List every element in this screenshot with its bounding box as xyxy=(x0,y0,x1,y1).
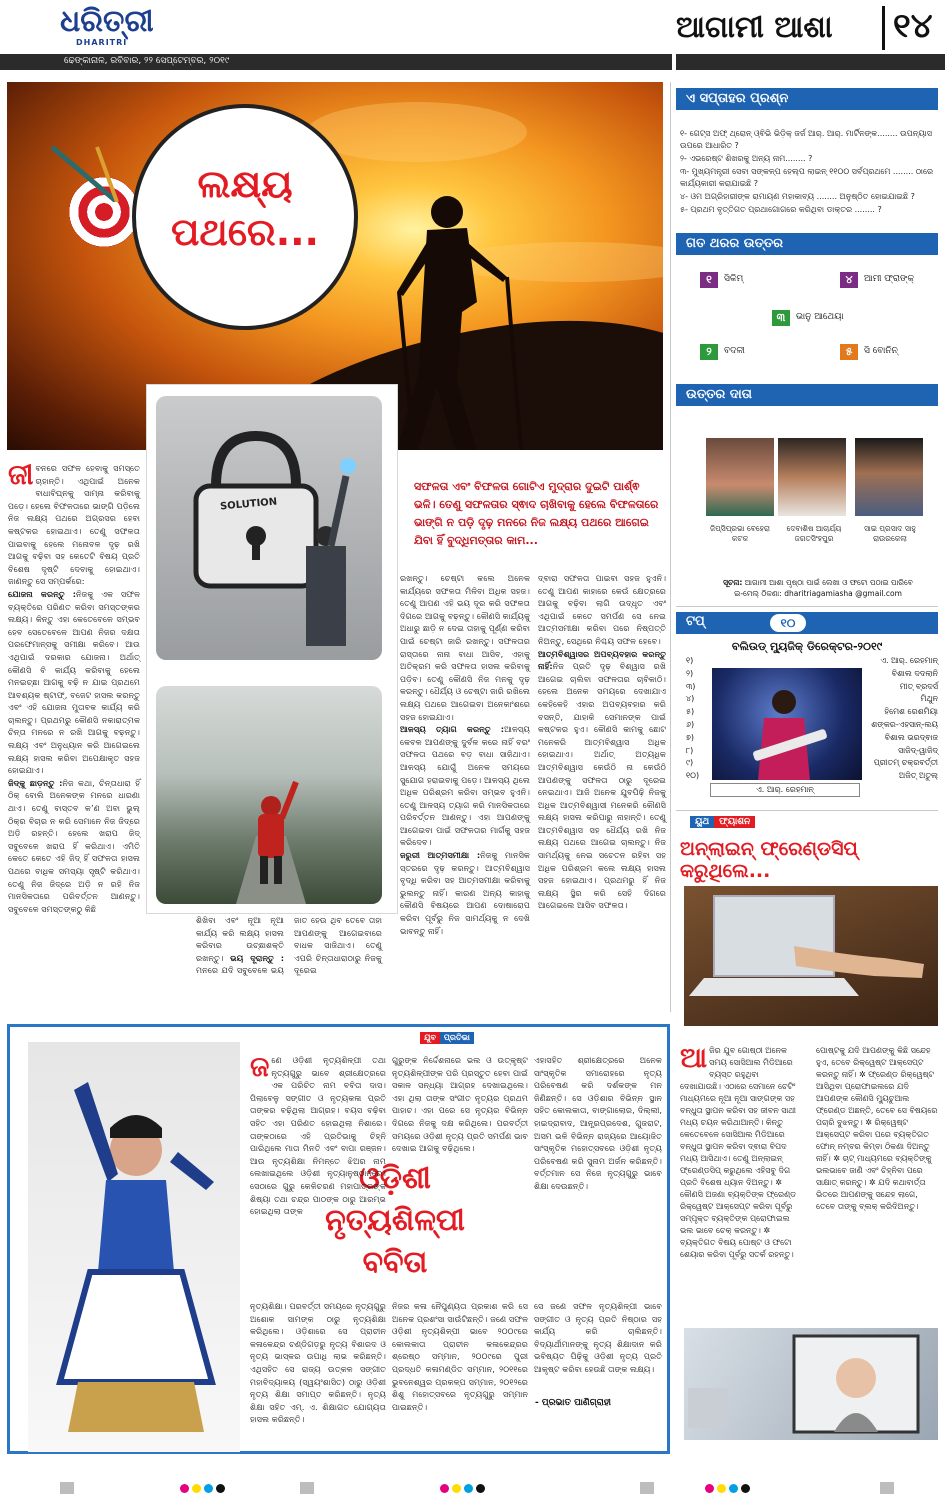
laptop-handshake-photo xyxy=(684,886,938,1026)
list-item: ୫) ହିମେଶ ରେଶମିୟା xyxy=(686,707,938,717)
article-dropcap: ଜୀ xyxy=(8,458,34,491)
fog-walker-photo xyxy=(156,686,382,904)
fashion-col-1 xyxy=(680,1041,802,1261)
feature-badge-youth: ଯୁବ xyxy=(420,1032,440,1044)
registration-mark xyxy=(640,1482,654,1494)
video-call-screen xyxy=(684,1328,938,1440)
fashion-dropcap: ଆ xyxy=(680,1041,708,1074)
feature-title-line3: ବବିତା xyxy=(362,1245,428,1280)
page-number: ୧୪ xyxy=(882,6,942,50)
article-lead-text: ବନରେ ସଫଳ ହେବାକୁ ସମସ୍ତେ ଚାହାନ୍ତି। ଏଥିପାଇଁ ଅନେକ ବାଧାବିଘ୍ନକୁ ସାମ୍ନା କରିବାକୁ ପଡ଼େ। ହେଲେ ବିଫଳତାରେ ଭାଙ୍ଗି ପଡ଼ିଲେ ନିଜ ଲକ୍ଷ୍ୟ ପଥରେ ଅଗ୍ରସର ହେବା କଷ୍ଟକର ହୋଇଥାଏ। ତେଣୁ ସଫଳତା ପାଇବାକୁ ହେଲେ ମନୋବଳ ଦୃଢ଼ ରଖି ଆଗକୁ ବଢ଼ିବା ସହ କେତେଟି ବିଷୟ ପ୍ରତି ବିଶେଷ ଦୃଷ୍ଟି ଦେବାକୁ ହୋଇଥାଏ। ଜାଣନ୍ତୁ ସେ ସମ୍ପର୍କରେ: xyxy=(8,463,140,587)
answer-number: ୪ xyxy=(840,272,858,288)
registration-mark xyxy=(880,1482,894,1494)
contributor-photo xyxy=(855,438,923,516)
sub-text: ମନରେ ଯଦି ସବୁବେଳେ ଭୟ ଜାତ ହେଉ ଥିବ ତେବେ ତାହା ଆପଣଙ୍କୁ ଆଗେଇବାରେ ବାଧକ ସାଜିଥାଏ। ତେଣୁ ଏପରି ଚିନ୍ତାଧାରାଠାରୁ ନିଜକୁ ଦୂରେଇ xyxy=(196,915,382,976)
quiz-question: ୫- ପ୍ରଥମ ବୃତ୍ତିଗତ ପ୍ରଥାଗୋଗରେ କରିଥିବା ଡାକ୍ତର ........ ? xyxy=(680,205,882,214)
answer-number: ୩ xyxy=(772,310,790,326)
fashion-col-2: ପୋଷ୍ଟକୁ ଯଦି ଆପଣଙ୍କୁ କିଛି ସନ୍ଦେହ ହୁଏ, ତେବେ ରିକ୍ୱେଷ୍ଟ ଆକ୍ସେପ୍ଟ କରନ୍ତୁ ନାହିଁ। ✲ ଫ୍ରେଣ୍ଡ ରିକ୍ୱେଷ୍ଟ ଆସିଥିବା ପ୍ରୋଫାଇଲରେ ଯଦି ଆପଣଙ୍କ କୌଣସି ମ୍ୟୁଚୁଆଲ ଫ୍ରେଣ୍ଡ ଅଛନ୍ତି, ତେବେ ସେ ବିଷୟରେ ପଚାରି ବୁଝନ୍ତୁ। ✲ ରିକ୍ୱେଷ୍ଟ ଆକ୍ସେପ୍ଟ କରିବା ପରେ ବ୍ୟକ୍ତିଗତ ଫୋନ୍ ନମ୍ବର କିମ୍ବା ଠିକଣା ଦିଅନ୍ତୁ ନାହିଁ। ✲ ଚାଟ୍ ମାଧ୍ୟମରେ ବ୍ୟକ୍ତିଙ୍କୁ ଭଲଭାବେ ଜାଣି ଏବଂ ଚିହ୍ନିବା ପରେ ସାକ୍ଷାତ୍ କରନ୍ତୁ। ✲ ଯଦି କଥାବାର୍ତ୍ତା ଭିତରେ ଆପଣଙ୍କୁ ସନ୍ଦେହ ଲାଗେ, ତେବେ ତାଙ୍କୁ ବ୍ଲକ୍ କରିଦିଅନ୍ତୁ। xyxy=(816,1046,938,1211)
hero-title-line1: ଲକ୍ଷ୍ୟ xyxy=(197,162,293,206)
article-lead xyxy=(8,458,140,588)
top10-header xyxy=(676,612,938,634)
note-label: ସୂଚନା: xyxy=(723,578,743,587)
section-divider xyxy=(676,810,938,811)
sub-text: ଆଳସ୍ୟ କେବଳ ଆପଣଙ୍କୁ ଦୁର୍ବଳ କରେ ନାହିଁ ବରଂ ସଫଳତା ପଥରେ ବଡ଼ ବାଧା ସାଜିଥାଏ। ଆଳସ୍ୟ ଯୋଗୁଁ ଅନେକ ସମୟରେ ସୁଯୋଗ ହରାଇବାକୁ ପଡ଼େ। ଆଳସ୍ୟ ଥିଲେ ଅଧିକ ପରିଶ୍ରମ କରିବା ସମ୍ଭବ ହୁଏନି। ତେଣୁ ଆଳସ୍ୟ ତ୍ୟାଗ କରି ମାନସିକତାରେ ପରିବର୍ତ୍ତନ ଆଣନ୍ତୁ। ଏହା ଆପଣଙ୍କୁ ଆଗେଇବା ପାଇଁ ସଫଳତାର ମାର୍ଗକୁ ସହଜ କରିଦେବ। xyxy=(400,724,530,848)
list-item: ୬) ଶଙ୍କର-ଏହସାନ୍-ଲୟ xyxy=(686,719,938,729)
article-col-4 xyxy=(538,572,666,912)
column-divider xyxy=(670,82,671,1012)
registration-mark xyxy=(476,1484,485,1493)
registration-mark xyxy=(452,1484,461,1493)
dancer-photo xyxy=(28,1042,240,1452)
list-item: ୯) ପ୍ରୀତମ୍ ଚକ୍ରବର୍ତ୍ତୀ xyxy=(686,758,938,768)
quiz-question-list xyxy=(680,128,938,217)
article-sub-stubborn xyxy=(8,777,140,916)
pullquote: ସଫଳତା ଏବଂ ବିଫଳତା ଗୋଟିଏ ମୁଦ୍ରାର ଦୁଇଟି ପାର୍ଶ୍ଵ ଭଳି। ତେଣୁ ସଫଳତାର ସ୍ଵାଦ ଚାଖିବାକୁ ହେଲେ ବିଫଳତାରେ ଭାଙ୍ଗି ନ ପଡ଼ି ଦୃଢ଼ ମନରେ ନିଜ ଲକ୍ଷ୍ୟ ପଥରେ ଆଗେଇ ଯିବା ହିଁ ବୁଦ୍ଧିମତ୍ତାର କାମ... xyxy=(414,480,659,547)
quiz-header: ଏ ସପ୍ତାହର ପ୍ରଶ୍ନ xyxy=(676,88,938,110)
feature-col-2b: ନିଜର କଳା ନୈପୁଣ୍ୟତା ପ୍ରକାଶ କରି ସେ ଅନେକ ପ୍ରଶଂସା ସାଉଁଟିଛନ୍ତି। ଜଣେ ସଫଳ ଓଡ଼ିଶୀ ନୃତ୍ୟଶିଳ୍ପୀ ଭାବେ ୨୦୦୯ରେ କୋଲକାତା ପ୍ରାଚୀନ କଳାକେନ୍ଦ୍ରର ଶ୍ରେଷ୍ଠ ସମ୍ମାନ, ୨୦୦୯ରେ ପୁରୀ ପ୍ରଦ୍ଧତି କଳାମଣ୍ଡିତ ସମ୍ମାନ, ୨୦୧୧ରେ ଭୁବନେଶ୍ୱର ପ୍ରକଳ୍ପ ସମ୍ମାନ, ୨୦୧୨ରେ ଶିଶୁ ମହୋତ୍ସବରେ ନୃତ୍ୟଗୁରୁ ସମ୍ମାନ ପାଇଛନ୍ତି। xyxy=(392,1301,528,1412)
top10-count: ୧୦ xyxy=(770,614,806,632)
registration-mark xyxy=(705,1484,714,1493)
email-label: ଇ-ମେଲ୍ ଠିକଣା: xyxy=(734,589,782,598)
feature-col-2: ଗୁରୁଙ୍କ ନିର୍ଦ୍ଦେଶନାରେ ଭଲ ଓ ଉତ୍କୃଷ୍ଟ ନୃତ୍ୟଶିଳ୍ପୀଙ୍କ ପରି ପ୍ରସ୍ତୁତ ହେବା ପାଇଁ ସକାଳ ସନ୍ଧ୍ୟା ଆଗ୍ରହ ଦେଖାଇଥିଲେ। ଏହା ଥିଲା ତାଙ୍କ ସଂଗୀତ ନୃତ୍ୟର ପ୍ରଥମ ପାହାଚ। ଏହା ପରେ ସେ ନୃତ୍ୟର ବିଭିନ୍ନ ଦିଗରେ ନିଜକୁ ଦକ୍ଷ କରିଥିଲେ। ପରବର୍ତ୍ତୀ ସମୟରେ ଓଡ଼ିଶୀ ନୃତ୍ୟ ପ୍ରତି ସମର୍ପଣ ଭାବ ଦେଖାଇ ଆଗକୁ ବଢ଼ିଥିଲେ। xyxy=(392,1055,528,1154)
list-item: ୨) ବିଶାଲ ଦଦଲାନି xyxy=(686,668,938,678)
registration-mark xyxy=(717,1484,726,1493)
answers-header: ଗତ ଥରର ଉତ୍ତର xyxy=(676,233,938,255)
answer-number: ୧ xyxy=(700,272,718,288)
article-text: ଶିଖିବା ଏବଂ ନୂଆ ନୂଆ କାର୍ଯ୍ୟ କରି ଲକ୍ଷ୍ୟ ହାସଲ କରିବାର ଉଚ୍ଛାଶକ୍ତି ରଖନ୍ତୁ। xyxy=(196,915,284,963)
contributor-photo xyxy=(706,438,774,516)
sub-head: ଜିଦ୍‌କୁ ଛାଡ଼ନ୍ତୁ : xyxy=(8,777,63,788)
sub-head: ଯୋଜନା କରନ୍ତୁ : xyxy=(8,588,77,599)
quiz-question: ୪- ଓମ ଅଗ୍ରିହାରୀଙ୍କ ରାମାୟଣ ମହାକାବ୍ୟ ........ ଅନୁଷ୍ଠିତ ହୋଇଯାଇଛି ? xyxy=(680,192,915,201)
feature-badge xyxy=(420,1032,474,1044)
quiz-question: ୩- ମୁଖ୍ୟମନ୍ତ୍ରୀ ସେବା ସଙ୍କଳ୍ପ ହେଲ୍ପ ଲାଇନ୍ ୧୧୦୦ ସର୍ବପ୍ରଥମେ ........ ଠାରେ କାର୍ଯ୍ୟକାରୀ କରାଯାଇଛି ? xyxy=(680,167,934,188)
answer-number: ୨ xyxy=(700,344,718,360)
registration-mark xyxy=(440,1484,449,1493)
article-col-2 xyxy=(196,914,382,977)
feature-col-3b: ସେ ଜଣେ ସଫଳ ନୃତ୍ୟଶିଳ୍ପୀ ଭାବେ ସଙ୍ଗୀତ ଓ ନୃତ୍ୟ ପ୍ରତି ନିଷ୍ଠାର ସହ କାର୍ଯ୍ୟ କରି ଚାଲିଛନ୍ତି। ବିଦ୍ୟାର୍ଥୀମାନଙ୍କୁ ନୃତ୍ୟ ଶିକ୍ଷାଦାନ କରି ଭବିଷ୍ୟତ ପିଢ଼ିକୁ ଓଡ଼ିଶୀ ନୃତ୍ୟ ପ୍ରତି ଆକୃଷ୍ଟ କରିବା ହେଉଛି ତାଙ୍କ ଲକ୍ଷ୍ୟ। xyxy=(534,1301,662,1374)
music-director-caption: ଏ. ଆର୍. ରେହମାନ୍ xyxy=(710,783,860,797)
answer-label: ସିକିମ୍ xyxy=(724,274,744,284)
solution-lock-photo xyxy=(156,396,382,660)
feature-col-3: ଏହାସହିତ ଶ୍ରୀକ୍ଷେତ୍ରରେ ଅନେକ ସାଂସ୍କୃତିକ ସମାରୋହରେ ନୃତ୍ୟ ପରିବେଷଣ କରି ଦର୍ଶକଙ୍କ ମନ ଜିଣିଛନ୍ତି। ସେ ଓଡ଼ିଶାର ବିଭିନ୍ନ ସ୍ଥାନ ସହିତ କୋଲକାତା, ବାଙ୍ଗାଲୋର, ଦିଲ୍ଲୀ, ହାଇଦ୍ରାବାଦ, ଆନ୍ଧ୍ରପ୍ରଦେଶ, ଗୁଜରାଟ, ଅସମ ଭଳି ବିଭିନ୍ନ ରାଜ୍ୟରେ ଆୟୋଜିତ ସାଂସ୍କୃତିକ ମହୋତ୍ସବରେ ଓଡ଼ିଶୀ ନୃତ୍ୟ ପରିବେଷଣ କରି ସୁନାମ ଅର୍ଜନ କରିଛନ୍ତି। ବର୍ତ୍ତମାନ ସେ ନିଜେ ନୃତ୍ୟଗୁରୁ ଭାବେ ଶିକ୍ଷା ଦେଉଛନ୍ତି। xyxy=(534,1055,662,1191)
sub-text: ନିଜ ପ୍ରତି ଦୃଢ଼ ବିଶ୍ୱାସ ରଖି ଆଗେଇ ଚାଲିବା ସଫଳତାର ଚାବିକାଠି। ହେଲେ ଅନେକ ସମୟରେ ଦେଖାଯାଏ କେହିକେହି ଏହାର ଅପବ୍ୟବହାର କରି ବସନ୍ତି, ଯାହାକି ସେମାନଙ୍କ ପାଇଁ କଷ୍ଟକର ହୁଏ। କୌଣସି କାମକୁ ଛୋଟ ମନେକରି ଆତ୍ମବିଶ୍ୱାସ ଅଧିକ ହୋଇଥାଏ। ଅର୍ଥାତ୍ ଅତ୍ୟଧିକ ଆତ୍ମବିଶ୍ୱାସ କେଉଁଠି ନା କେଉଁଠି ଆପଣଙ୍କୁ ସଫଳତା ଠାରୁ ଦୂରେଇ ନେଇଥାଏ। ଆଜି ଅନେକ ଯୁବପିଢ଼ି ନିଜକୁ ଅଧିକ ଆତ୍ମବିଶ୍ୱାସୀ ମନେକରି କୌଣସି ଲକ୍ଷ୍ୟ ହାସଲ କରିପାରୁ ନାହାନ୍ତି। ତେଣୁ ଆତ୍ମବିଶ୍ୱାସ ସହ ଧୈର୍ଯ୍ୟ ରଖି ନିଜ ଲକ୍ଷ୍ୟ ପଥରେ ଆଗେଇ ଚାଲନ୍ତୁ। ନିଜ ସାମର୍ଥ୍ୟକୁ ନେଇ ସଚେତନ ରହିବା ସହ ଅଧିକ ପରିଶ୍ରମ କଲେ ଲକ୍ଷ୍ୟ ହାସଲ ସହଜ ହୋଇଥାଏ। ପ୍ରଥମରୁ ହିଁ ନିଜ ଲକ୍ଷ୍ୟ ସ୍ଥିର କରି ସେହି ଦିଗରେ ଆଗେଇଲେ ଆସିବ ସଫଳତା। xyxy=(538,661,666,911)
sub-text: ନିଜକୁ ଏକ ସଫଳ ବ୍ୟକ୍ତିରେ ପରିଣତ କରିବା ସମସ୍ତଙ୍କର ଲକ୍ଷ୍ୟ। କିନ୍ତୁ ଏହା କେତେବେଳେ ସମ୍ଭବ ହେବ ସେତେବେଳେ ଆପଣ ନିଜର ଦକ୍ଷତା ପରଫେମାନ୍ସକୁ ସମୀକ୍ଷା କରିବେ। ଆଉ ଏଥିପାଇଁ ଦରକାର ଯୋଜନା। ଅର୍ଥାତ୍ କୌଣସି ବି କାର୍ଯ୍ୟ କରିବାକୁ ହେଲେ ମନଇଚ୍ଛା ଆଗକୁ ବଢ଼ି ନ ଯାଇ ପ୍ରଥମେ ଆବଶ୍ୟକ ଷ୍ଟାଫ୍, ବଜେଟ ହାସଲ କରନ୍ତୁ ଏବଂ ଏହି ଯୋଜନା ମୁତାବକ କାର୍ଯ୍ୟ କରି ଚାଲନ୍ତୁ। ପ୍ରଥମରୁ କୌଣସି ନକାରାତ୍ମକ ଚିନ୍ତା ମନରେ ନ ରଖି ଆଗକୁ ବଢ଼ନ୍ତୁ। ଲକ୍ଷ୍ୟ ଏବଂ ଅନୁଧ୍ୟାନ କରି ଆଗେଇଲେ ଲକ୍ଷ୍ୟ ହାସଲ କରିବା ଅପେକ୍ଷାକୃତ ସହଜ ହୋଇଯାଏ। xyxy=(8,588,140,776)
article-col-3 xyxy=(400,572,530,937)
email-link[interactable]: dharitriagamiasha @gmail.com xyxy=(784,589,902,598)
article-sub-planning xyxy=(8,588,140,777)
contributor-name: ସାଇ ପ୍ରସାଦ ସାହୁ xyxy=(864,524,916,533)
quiz-question: ୨- ଏଭରେଷ୍ଟ ଶିଖରକୁ ଅନ୍ୟ ନାମ........ ? xyxy=(680,154,813,163)
contributor-name: ଦେବାଶିଷ ଆଚାର୍ଯ୍ୟ xyxy=(786,524,842,533)
section-divider xyxy=(676,606,938,607)
sub-text: ନିଜକୁ ମାନସିକ ସ୍ତରରେ ଦୃଢ଼ କରନ୍ତୁ। ଆତ୍ମବିଶ୍ୱାସ ବୃଦ୍ଧି କରିବା ସହ ଆତ୍ମସମୀକ୍ଷା କରିବାକୁ ଭୁଲନ୍ତୁ ନାହିଁ। କାରଣ ଅନ୍ୟ କାହାକୁ କୌଣସି ବିଷୟରେ ଆପଣ ଦୋଷାରୋପ କରିବା ପୂର୍ବରୁ ନିଜ ସାମର୍ଥ୍ୟକୁ ନ ଦେଖି ଭାବନ୍ତୁ ନାହିଁ। xyxy=(400,850,530,936)
article-col-1 xyxy=(8,458,140,915)
top-rule-bar xyxy=(676,54,945,70)
feature-title-line2: ନୃତ୍ୟଶିଳ୍ପୀ xyxy=(325,1203,465,1238)
answer-label: ବଦଳୀ xyxy=(724,346,745,356)
registration-mark xyxy=(729,1484,738,1493)
laptop-icon xyxy=(684,886,938,1026)
registration-mark xyxy=(60,1482,74,1494)
answer-label: ଆମୀ ଫ୍ରାଙ୍କ୍ xyxy=(864,274,915,284)
answer-number: ୫ xyxy=(840,344,858,360)
list-item: ୮) ସାଜିଦ୍-ୱାଜିଦ୍ xyxy=(686,745,938,755)
sub-head: ଭୟ ଦୂରାନ୍ତୁ : xyxy=(230,952,284,963)
registration-mark xyxy=(180,1484,189,1493)
article-text: ଦ୍ବାରା ସଫଳତା ପାଇବା ସହଜ ହୁଏନି। ତେଣୁ ଆପଣ କାହାରେ କେଉଁ କ୍ଷେତ୍ରରେ ଆଗକୁ ବଢ଼ିବା ଲାଗି ଉଦ୍ଧୃତ ଏବଂ ଏଥିପାଇଁ କେତେ ସମର୍ପଣ ସେ ନେଇ ଆତ୍ମସମୀକ୍ଷା କରିବା ପରେ ନିଷ୍ପତ୍ତି ନିଅନ୍ତୁ, ସେଥିରେ ନିଶ୍ଚୟ ସଫଳ ହେବେ। xyxy=(538,573,666,646)
registration-mark xyxy=(741,1484,750,1493)
contributor-caption xyxy=(850,524,930,544)
registration-mark xyxy=(300,1482,314,1494)
list-item: ୩) ମୀତ୍ ବ୍ରଦର୍ସ xyxy=(686,681,938,691)
sub-head: ଆଳସ୍ୟ ତ୍ୟାଗ କରନ୍ତୁ : xyxy=(400,724,505,735)
contributor-photo xyxy=(778,438,846,516)
dateline: ଢେଙ୍କାନାଳ, ରବିବାର, ୨୨ ସେପ୍ଟେମ୍ବର, ୨୦୧୯ xyxy=(64,56,230,66)
feature-badge-talent: ପ୍ରତିଭା xyxy=(440,1032,474,1044)
note-text: ଆଗାମୀ ଆଶା ପୃଷ୍ଠା ପାଇଁ ଲେଖା ଓ ଫଟୋ ପଠାଇ ପାରିବେ xyxy=(744,578,913,587)
lock-label: SOLUTION xyxy=(219,496,278,513)
fashion-tag xyxy=(690,816,755,828)
feature-col-1 xyxy=(250,1050,386,1218)
sub-text: ନିଜ କଥା, ଚିନ୍ତାଧାରା ହିଁ ଠିକ୍ ବୋଲି ଅନେକଙ୍କ ମନରେ ଧାରଣା ଥାଏ। ତେଣୁ ବାସ୍ତବ କ’ଣ ଅବା ଭୁଲ୍ ଠିକ୍ର ବିଚାର ନ କରି ସେମାନେ ନିଜ ଜିଦ୍‌ରେ ଅଡ଼ି ରହନ୍ତି। ହେଲେ ଖରାପ ଜିଦ୍ ସବୁବେଳେ ଖରାପ ହିଁ କରିଥାଏ। ଏମିତି କେତେ କେତେ ଏହି ଜିଦ୍ ହିଁ ସଫଳତା ହାସଲ ପଥରେ ବାଧିକ ସମସ୍ୟା ସୃଷ୍ଟି କରିଥାଏ। ତେଣୁ ନିଜ ଜିଦ୍‌ରେ ଅଡ଼ି ନ ରହି ନିଜ ମାନସିକତାରେ ପରିବର୍ତ୍ତନ ଆଣନ୍ତୁ। ସବୁବେଳେ ସମସ୍ତଙ୍କଠୁ କିଛି xyxy=(8,777,140,914)
fashion-title: ଅନ୍‌ଲାଇନ୍ ଫ୍ରେଣ୍ଡସିପ୍ କରୁଥିଲେ... xyxy=(680,838,858,882)
byline: - ପ୍ରଭାତ ପାଣିଗ୍ରାହୀ xyxy=(535,1398,611,1408)
contributors-header: ଉତ୍ତର ଦାତା xyxy=(676,384,938,406)
dancer-figure xyxy=(28,1042,240,1452)
contributor-place: ଜଗତସିଂହପୁର xyxy=(794,534,834,543)
feature-text: ଣେ ଓଡ଼ିଶୀ ନୃତ୍ୟଶିଳ୍ପୀ ତଥା ନୃତ୍ୟଗୁରୁ ଭାବେ ଶ୍ରୀକ୍ଷେତ୍ରରେ ଏକ ପରିଚିତ ନାମ ବବିତା ଦାସ। ପିଲାବେଳୁ ସଙ୍ଗୀତ ଓ ନୃତ୍ୟକଳା ପ୍ରତି ତାଙ୍କର ବଢ଼ିଥିଲା ଆଗ୍ରହ। ବୟସ ବଢ଼ିବା ସହିତ ଏହା ପରିଣତ ହୋଇଥିଲା ନିଶାରେ। ତାଙ୍କଠାରେ ଏହି ପ୍ରତିଭାକୁ ଚିହ୍ନି ପାରିଥିଲେ ମାତା ମିନତି ଏବଂ ବାପା ରଞ୍ଜନ। ଆଉ ନୃତ୍ୟଶିକ୍ଷା ନିମନ୍ତେ ଝିଅର ନାମ ଲେଖାଇଥିଲେ ଓଡ଼ିଶୀ ନୃତ୍ୟାନୁଷ୍ଠାନରେ। ସେଠାରେ ଗୁରୁ କେଳିଚରଣ ମହାପାତ୍ରଙ୍କ ଶିଷ୍ୟା ତଥା ଚନ୍ଦ୍ର ପାଠଙ୍କ ଠାରୁ ଆରମ୍ଭ ହୋଇଥିଲା ତାଙ୍କ xyxy=(250,1055,386,1217)
feature-dropcap: ଜ xyxy=(250,1050,270,1083)
feature-col-1b: ନୃତ୍ୟଶିକ୍ଷା। ପରବର୍ତ୍ତୀ ସମୟରେ ନୃତ୍ୟଗୁରୁ ଅଶୋକ ସାମଙ୍କ ଠାରୁ ନୃତ୍ୟଶିକ୍ଷା କରିଥିଲେ। ଓଡ଼ିଶାରେ ସେ ପ୍ରାଚୀନ କଳାକେନ୍ଦ୍ର ଚଣ୍ଡିଗଡ଼ରୁ ନୃତ୍ୟ ବିଶାରଦ ଓ ନୃତ୍ୟ ଭାସ୍କର ଉପାଧି ଲାଭ କରିଛନ୍ତି। ଏଥିସହିତ ସେ ରାଜ୍ୟ ଉତ୍କଳ ସଙ୍ଗୀତ ମହାବିଦ୍ୟାଳୟ (ସ୍ୱୟଂଶାସିତ) ଠାରୁ ଓଡ଼ିଶୀ ନୃତ୍ୟ ଶିକ୍ଷା ସମାପ୍ତ କରିଛନ୍ତି। ନୃତ୍ୟ ଶିକ୍ଷା ସହିତ ଏମ୍. ଏ. ଶିକ୍ଷାଗତ ଯୋଗ୍ୟତା ହାସଲ କରିଛନ୍ତି। xyxy=(250,1301,386,1425)
answer-label: ଭାନୁ ଆଥେୟା xyxy=(796,312,844,322)
contributor-place: କଟକ xyxy=(731,534,749,543)
video-call-photo xyxy=(684,1328,938,1440)
list-item: ୧୦) ଅଜିତ୍ ଅତୁଲ୍ xyxy=(686,771,938,781)
feature-title-line1: ଓଡ଼ିଶୀ xyxy=(359,1161,431,1196)
article-sub-lazy xyxy=(400,723,530,849)
fashion-tag-youth: ୟୁଥ xyxy=(690,816,714,828)
sub-head: ଆତ୍ମବିଶ୍ୱାସର ଅପବ୍ୟବହାର କରନ୍ତୁ ନାହିଁ: xyxy=(538,648,666,672)
fashion-tag-fashion: ଫ୍ୟାଶନ xyxy=(714,816,755,828)
article-sub-review xyxy=(400,849,530,937)
list-item: ୪) ମିଥୁନ xyxy=(686,694,938,704)
padlock-icon xyxy=(156,396,382,660)
contributor-place: ରାଉରକେଲା xyxy=(873,534,907,543)
list-item: ୭) ବିଶାଲ ଭରଦ୍ଵାଜ xyxy=(686,732,938,742)
registration-mark xyxy=(192,1484,201,1493)
article-text: ରଖନ୍ତୁ। ଚେଷ୍ଟା କଲେ ଅନେକ କାର୍ଯ୍ୟରେ ସଫଳତା ମିଳିବା ଅଧିକ ସହଜ। ତେଣୁ ଆପଣ ଏହି ଭୟ ଦୂର କରି ସଫଳତା ଦିଗରେ ଆଗକୁ ବଢ଼ନ୍ତୁ। କୌଣସି କାର୍ଯ୍ୟକୁ ଅଧାରୁ ଛାଡ଼ି ନ ଦେଇ ତାହାକୁ ପୂର୍ଣ୍ଣ କରିବା ପାଇଁ ଚେଷ୍ଟା ଜାରି ରଖନ୍ତୁ। ସଫଳତାର ରାସ୍ତାରେ ନାନା ବାଧା ଆସିବ, ଏହାକୁ ଅତିକ୍ରମ କରି ସଫଳତା ହାସଲ କରିବାକୁ ପଡ଼ିବ। ତେଣୁ କୌଣସି ନିଜ ମନକୁ ଦୃଢ଼ କରନ୍ତୁ। ଧୈର୍ଯ୍ୟ ଓ ଚେଷ୍ଟା ଜାରି ରଖିଲେ ଲକ୍ଷ୍ୟ ପଥରେ ଆଗେଇବା ଅନେକାଂଶରେ ସହଜ ହୋଇଯାଏ। xyxy=(400,573,530,722)
fashion-text: ଜିର ଯୁବ ଗୋଷ୍ଠୀ ଅନେକ ସମୟ ସୋସିଆଲ ମିଡିଆରେ ବ୍ୟସ୍ତ ରହୁଥିବା ଦେଖାଯାଉଛି। ଏଠାରେ ସେମାନେ ଚେଟିଂ ମାଧ୍ୟମରେ ନୂଆ ନୂଆ ସାଙ୍ଗଙ୍କ ସହ ବନ୍ଧୁତା ସ୍ଥାପନ କରିବା ସହ ଜୀବନ ସାଥୀ ମଧ୍ୟ ଚୟନ କରିଥାଆନ୍ତି। କିନ୍ତୁ କେତେବେଳେ ସୋସିଆଲ ମିଡିଆରେ ବନ୍ଧୁତା ସ୍ଥାପନ କରିବା ଦ୍ଵାରା ବିପଦ ମଧ୍ୟ ଆସିଥାଏ। ତେଣୁ ଅନ୍‌ଲାଇନ୍ ଫ୍ରେଣ୍ଡସିପ୍ କରୁଥିଲେ ଏହିସବୁ ଦିଗ ପ୍ରତି ବିଶେଷ ଧ୍ୟାନ ଦିଅନ୍ତୁ। ✲ କୌଣସି ଅଜଣା ବ୍ୟକ୍ତିଙ୍କ ଫ୍ରେଣ୍ଡ ରିକ୍ୱେଷ୍ଟ ଆକ୍ସେପ୍ଟ କରିବା ପୂର୍ବରୁ ସମ୍ପୃକ୍ତ ବ୍ୟକ୍ତିଙ୍କ ପ୍ରୋଫାଇଲ ଭଲ ଭାବେ ଚେକ୍ କରନ୍ତୁ। ✲ ବ୍ୟକ୍ତିଗତ ବିଷୟ ପୋଷ୍ଟ ଓ ଫଟୋ ଶେୟାର କରିବା ପୂର୍ବରୁ ସତର୍କ ରହନ୍ତୁ। xyxy=(680,1046,797,1259)
sub-head: ଜରୁରୀ ଆତ୍ମସମୀକ୍ଷା : xyxy=(400,850,481,861)
performer-silhouette xyxy=(712,668,862,780)
hero-title-line2: ପଥରେ... xyxy=(171,210,319,254)
newspaper-logo[interactable]: ଧରିତ୍ରୀ xyxy=(60,4,154,39)
newspaper-logo-subtitle: DHARITRI xyxy=(76,38,128,47)
list-item: ୧) ଏ. ଆର୍. ରେହମାନ୍ xyxy=(686,656,938,665)
top10-label: ଟପ୍ xyxy=(686,614,705,629)
registration-mark xyxy=(464,1484,473,1493)
section-title: ଆଗାମୀ ଆଶା xyxy=(676,10,833,45)
hero-title xyxy=(142,160,348,256)
contributor-name: ଜିପ୍ସିପ୍ରଭା ବେହେରା xyxy=(710,524,770,533)
top10-title: ବଲିଉଡ୍ ମ୍ୟୁଜିକ୍ ଡିରେକ୍ଟର-୨୦୧୯ xyxy=(731,640,883,653)
quiz-question: ୧- ଗେଟ୍ସ ଅଫ୍ ଥ୍ରୋନ୍ ଓ୍ଵିଭି ଭିଡ଼ିକ୍ ଜର୍ଜ ଆର୍. ଆର୍. ମାର୍ଟିନଙ୍କ........ ଉପନ୍ୟାସ ଉପରେ ଆଧାରିତ ? xyxy=(680,129,932,150)
walker-silhouette xyxy=(156,686,382,904)
answer-label: ସି ବୋନିନ୍ xyxy=(864,346,898,356)
article-sub-confidence xyxy=(538,648,666,912)
registration-mark xyxy=(216,1484,225,1493)
registration-mark xyxy=(204,1484,213,1493)
contributor-caption xyxy=(774,524,854,544)
contributor-caption xyxy=(700,524,780,544)
music-director-photo xyxy=(712,668,862,780)
contributors-note xyxy=(700,577,936,599)
